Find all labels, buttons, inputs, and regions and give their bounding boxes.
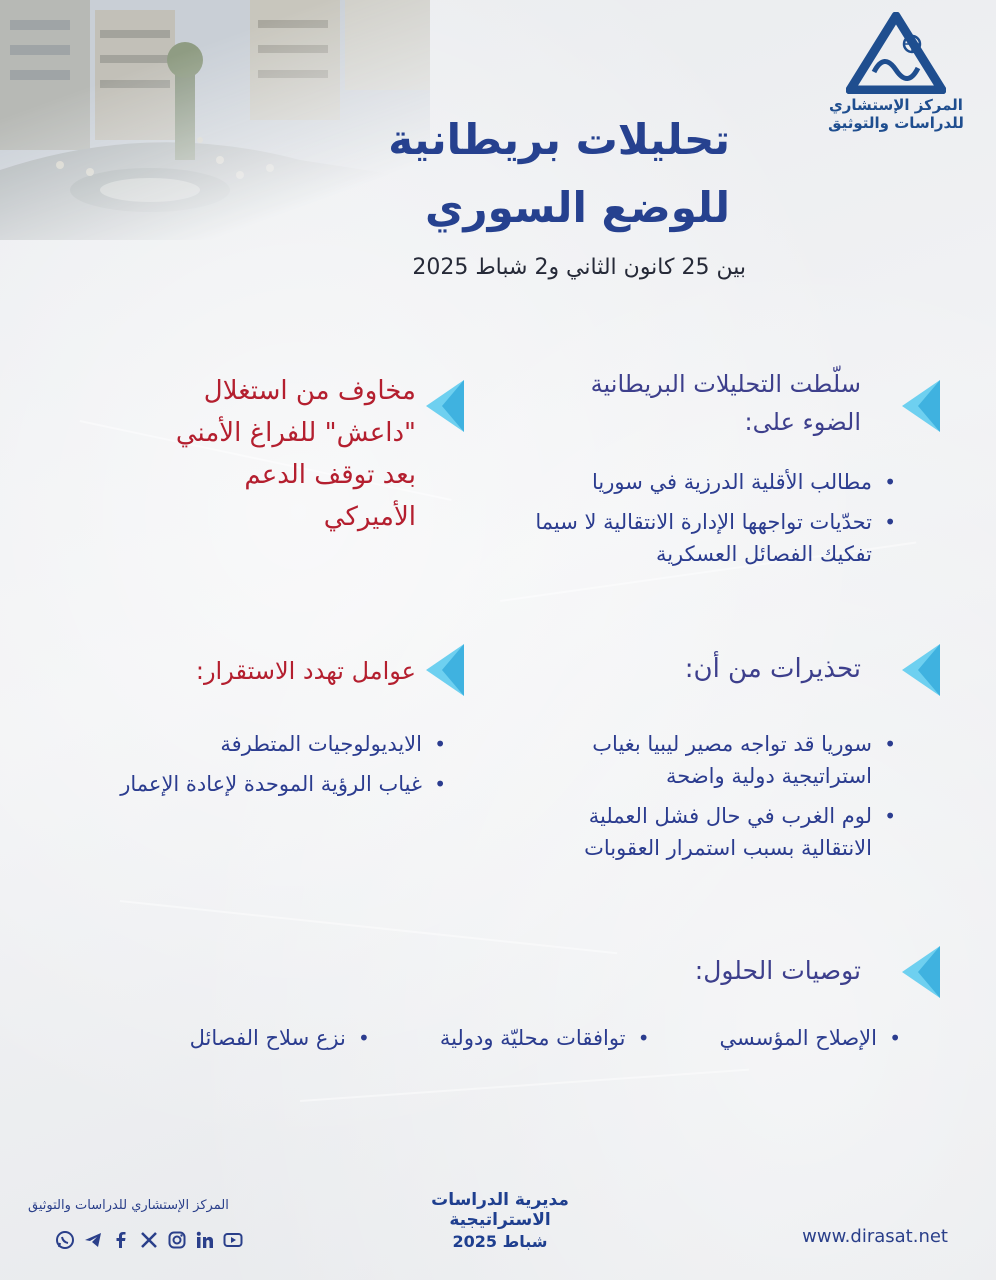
recommendations-heading: توصيات الحلول:	[694, 956, 861, 985]
list-item: • الإصلاح المؤسسي	[720, 1022, 901, 1054]
focus-heading	[531, 365, 861, 441]
recommendations-list	[190, 1022, 901, 1054]
social-links	[55, 1230, 243, 1250]
fears-line3: بعد توقف الدعم	[244, 460, 416, 490]
fears-line4: الأميركي	[323, 502, 416, 532]
date-range-subtitle: بين 25 كانون الثاني و2 شباط 2025	[412, 255, 746, 280]
warnings-list	[546, 728, 896, 872]
whatsapp-icon[interactable]	[55, 1230, 75, 1250]
list-item: • توافقات محليّة ودولية	[440, 1022, 650, 1054]
focus-heading-line1: سلّطت التحليلات البريطانية	[590, 370, 861, 398]
list-item: • لوم الغرب في حال فشل العملية الانتقالية بسبب استمرار العقوبات	[546, 800, 896, 864]
website-link[interactable]: www.dirasat.net	[802, 1226, 948, 1247]
arrow-marker-icon	[420, 376, 468, 436]
list-item: • الايديولوجيات المتطرفة	[46, 728, 446, 760]
focus-heading-line2: الضوء على:	[744, 408, 861, 436]
org-name-line1: المركز الإستشاري	[829, 96, 963, 114]
fears-line2: "داعش" للفراغ الأمني	[175, 418, 416, 448]
footer-org-name: المركز الإستشاري للدراسات والتوثيق	[28, 1198, 229, 1213]
department-name: مديرية الدراسات الاستراتيجية	[431, 1190, 569, 1230]
org-name-line2: للدراسات والتوثيق	[828, 114, 964, 132]
list-item: • غياب الرؤية الموحدة لإعادة الإعمار	[46, 768, 446, 800]
paper-crease	[300, 1069, 749, 1102]
focus-list	[516, 466, 896, 578]
arrow-marker-icon	[896, 942, 944, 1002]
arrow-marker-icon	[896, 376, 944, 436]
fears-line1: مخاوف من استغلال	[203, 376, 416, 406]
page-title-line2: للوضع السوري	[424, 183, 730, 232]
threats-list	[46, 728, 446, 808]
list-item: • تحدّيات تواجهها الإدارة الانتقالية لا سيما تفكيك الفصائل العسكرية	[516, 506, 896, 570]
list-item: • مطالب الأقلية الدرزية في سوريا	[516, 466, 896, 498]
x-icon[interactable]	[139, 1230, 159, 1250]
facebook-icon[interactable]	[111, 1230, 131, 1250]
linkedin-icon[interactable]	[195, 1230, 215, 1250]
org-logo-icon	[846, 12, 946, 94]
instagram-icon[interactable]	[167, 1230, 187, 1250]
paper-crease	[120, 900, 617, 954]
warnings-heading: تحذيرات من أن:	[684, 654, 861, 684]
page-title-line1: تحليلات بريطانية	[388, 115, 730, 164]
org-logo	[826, 12, 966, 147]
threats-heading: عوامل تهدد الاستقرار:	[195, 657, 416, 685]
isis-fears-statement	[86, 370, 416, 538]
org-logo-name	[826, 96, 966, 132]
arrow-marker-icon	[420, 640, 468, 700]
youtube-icon[interactable]	[223, 1230, 243, 1250]
publication-date: شباط 2025	[452, 1232, 548, 1251]
telegram-icon[interactable]	[83, 1230, 103, 1250]
list-item: • سوريا قد تواجه مصير ليبيا بغياب استراتيجية دولية واضحة	[546, 728, 896, 792]
list-item: • نزع سلاح الفصائل	[190, 1022, 370, 1054]
arrow-marker-icon	[896, 640, 944, 700]
